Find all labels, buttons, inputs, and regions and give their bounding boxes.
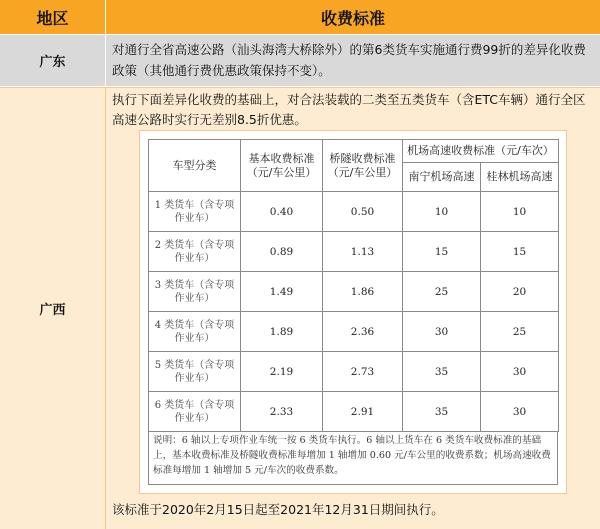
basic-fee-cell: 1.49 xyxy=(241,272,323,312)
guangxi-intro-text: 执行下面差异化收费的基础上，对合法装载的二类至五类货车（含ETC车辆）通行全区高速公路时实行无差别8.5折优惠。 xyxy=(112,92,586,127)
bridge-fee-cell: 1.13 xyxy=(323,232,403,272)
nanning-fee-cell: 35 xyxy=(403,392,481,432)
table-row-guangxi xyxy=(0,87,600,529)
vehicle-type-cell: 1 类货车（含专项作业车） xyxy=(149,192,241,232)
nanning-fee-cell: 30 xyxy=(403,312,481,352)
bridge-fee-cell: 2.73 xyxy=(323,352,403,392)
table-row xyxy=(149,312,559,352)
region-cell: 广西 xyxy=(0,88,106,529)
table-row xyxy=(149,392,559,432)
table-row xyxy=(149,192,559,232)
nanning-fee-cell: 25 xyxy=(403,272,481,312)
guilin-fee-cell: 30 xyxy=(481,352,559,392)
col-header-type: 车型分类 xyxy=(149,140,241,192)
basic-fee-cell: 0.40 xyxy=(241,192,323,232)
guilin-fee-cell: 25 xyxy=(481,312,559,352)
standard-cell xyxy=(106,88,600,529)
table-row xyxy=(149,352,559,392)
basic-fee-cell: 1.89 xyxy=(241,312,323,352)
vehicle-type-cell: 6 类货车（含专项作业车） xyxy=(149,392,241,432)
guilin-fee-cell: 20 xyxy=(481,272,559,312)
bridge-fee-cell: 0.50 xyxy=(323,192,403,232)
col-header-airport: 机场高速收费标准（元/车次） xyxy=(403,140,559,163)
table-row xyxy=(149,272,559,312)
table-row xyxy=(149,232,559,272)
col-header-nanning: 南宁机场高速 xyxy=(403,163,481,192)
region-cell: 广东 xyxy=(0,35,106,86)
nanning-fee-cell: 35 xyxy=(403,352,481,392)
vehicle-type-cell: 2 类货车（含专项作业车） xyxy=(149,232,241,272)
fee-table-note: 说明：6 轴以上专项作业车统一按 6 类货车执行。6 轴以上货车在 6 类货车收费标准的基础上，基本收费标准及桥隧收费标准每增加 1 轴增加 0.60 元/车公里的收费系数；机场高速收费标准每增加 1 轴增加 5 元/车次的收费系数。 xyxy=(148,431,558,485)
col-header-basic: 基本收费标准（元/车公里） xyxy=(241,140,323,192)
validity-period-text: 该标准于2020年2月15日起至2021年12月31日期间执行。 xyxy=(112,502,444,517)
vehicle-type-cell: 4 类货车（含专项作业车） xyxy=(149,312,241,352)
vehicle-type-cell: 3 类货车（含专项作业车） xyxy=(149,272,241,312)
standard-cell: 对通行全省高速公路（汕头海湾大桥除外）的第6类货车实施通行费99折的差异化收费政策（其他通行费优惠政策保持不变）。 xyxy=(106,35,600,86)
bridge-fee-cell: 1.86 xyxy=(323,272,403,312)
guilin-fee-cell: 30 xyxy=(481,392,559,432)
nanning-fee-cell: 10 xyxy=(403,192,481,232)
bridge-fee-cell: 2.36 xyxy=(323,312,403,352)
header-region: 地区 xyxy=(0,0,106,34)
col-header-guilin: 桂林机场高速 xyxy=(481,163,559,192)
basic-fee-cell: 0.89 xyxy=(241,232,323,272)
nanning-fee-cell: 15 xyxy=(403,232,481,272)
col-header-bridge: 桥隧收费标准（元/车公里） xyxy=(323,140,403,192)
bridge-fee-cell: 2.91 xyxy=(323,392,403,432)
basic-fee-cell: 2.19 xyxy=(241,352,323,392)
guilin-fee-cell: 10 xyxy=(481,192,559,232)
table-header xyxy=(0,0,600,35)
fee-table-image xyxy=(139,130,567,494)
vehicle-type-cell: 5 类货车（含专项作业车） xyxy=(149,352,241,392)
fee-table xyxy=(148,139,559,432)
basic-fee-cell: 2.33 xyxy=(241,392,323,432)
guilin-fee-cell: 15 xyxy=(481,232,559,272)
header-standard: 收费标准 xyxy=(320,8,385,28)
table-row-guangdong xyxy=(0,35,600,86)
